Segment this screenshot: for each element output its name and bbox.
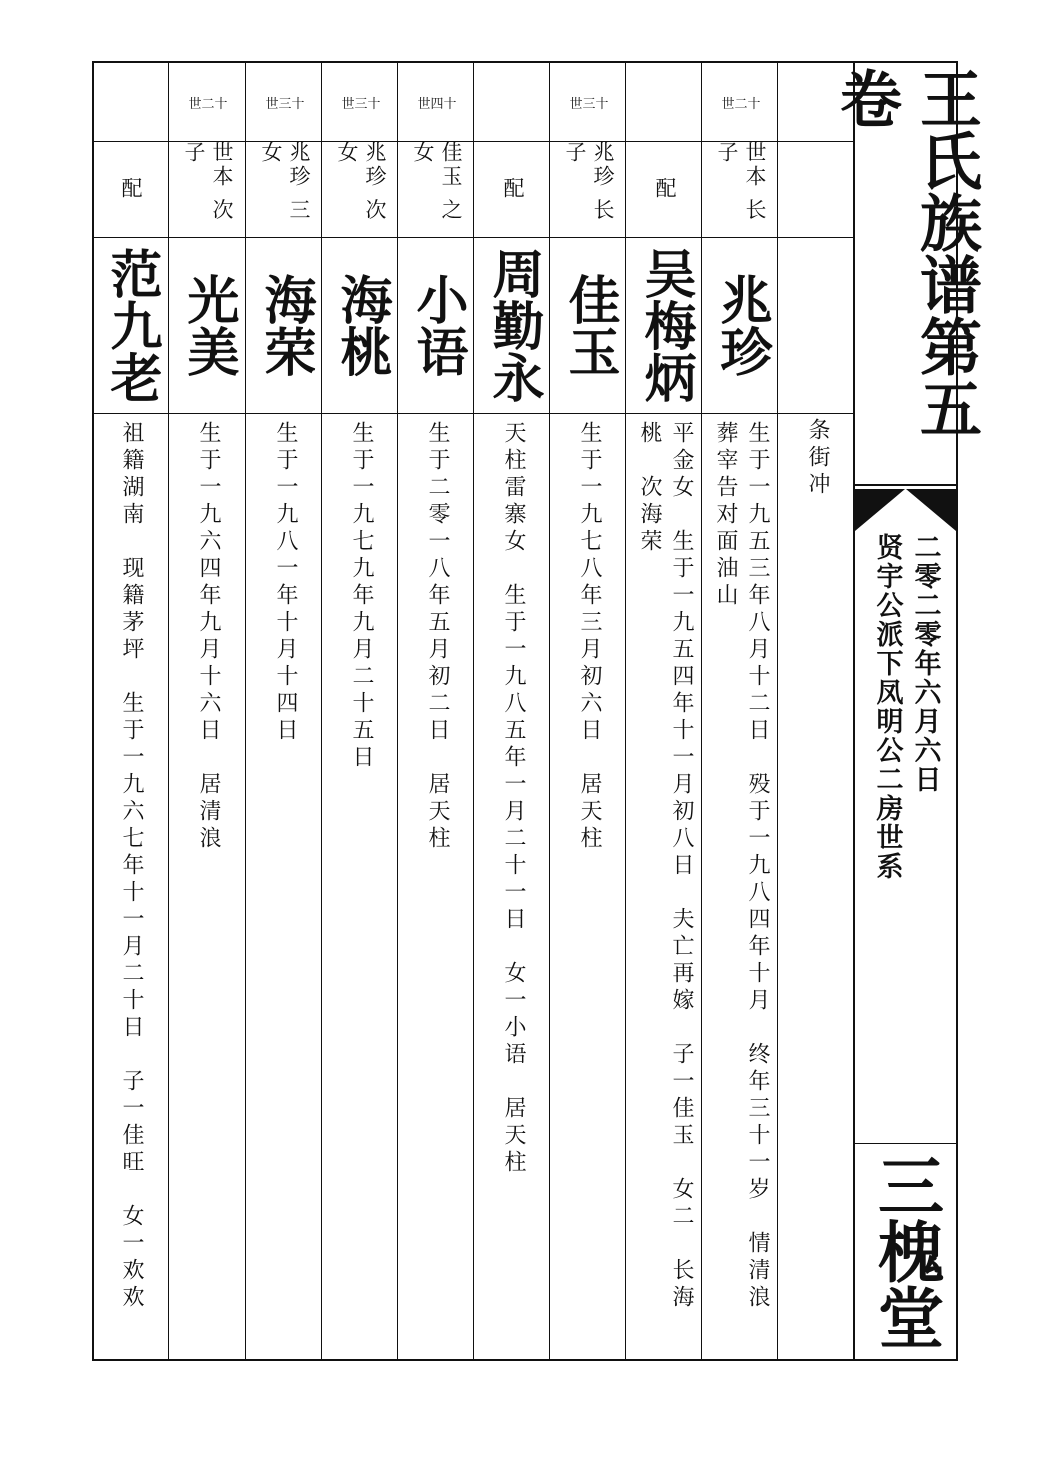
person-name: 吴梅炳	[635, 247, 696, 403]
title-block	[829, 61, 983, 1361]
bio-text: 天柱雷寨女 生于一九八五年一月二十一日 女一小语 居天柱	[501, 421, 526, 1177]
column-guangmei	[170, 63, 246, 1359]
bio-text: 平金女 生于一九五四年十一月初八日 夫亡再嫁 子一佳玉 女二 长海 桃 次海荣	[637, 421, 694, 1312]
generation-label: 十三世	[265, 96, 305, 112]
generation-label	[627, 63, 703, 141]
relation-label: 兆珍 次女	[335, 141, 387, 223]
subtitle	[855, 533, 956, 1133]
person-name: 佳玉	[559, 273, 620, 377]
genealogy-page	[92, 61, 983, 1361]
person-name: 小语	[407, 273, 468, 377]
subtitle-line: 贤宇公派下凤明公二房世系	[871, 533, 903, 881]
relation-label: 佳玉 之女	[411, 141, 463, 223]
generation-label	[94, 63, 168, 141]
column-zhaozhen	[703, 63, 779, 1359]
column-xiaoyu	[399, 63, 475, 1359]
relation-label: 世本 长子	[715, 141, 767, 223]
bio-text: 生于一九七八年三月初六日 居天柱	[577, 421, 602, 853]
relation-label: 兆珍 长子	[563, 141, 615, 223]
generation-label: 十二世	[188, 96, 228, 112]
bio-text: 祖籍湖南 现籍茅坪 生于一九六七年十一月二十日 子一佳旺 女一欢欢	[119, 421, 144, 1312]
relation-label: 配	[501, 177, 525, 201]
relation-label: 配	[119, 177, 143, 201]
subtitle-date: 二零二零年六月六日	[909, 533, 941, 794]
generation-label: 十三世	[341, 96, 381, 112]
book-title: 王氏族谱第五卷	[829, 67, 983, 439]
bio-text: 生于一九六四年九月十六日 居清浪	[196, 421, 221, 853]
generation-label: 十四世	[417, 96, 457, 112]
divider-ornament	[855, 483, 956, 533]
generation-label: 十二世	[721, 96, 761, 112]
relation-label: 世本 次子	[182, 141, 234, 223]
bio-text: 生于一九八一年十月十四日	[273, 421, 298, 745]
person-name: 周勤永	[483, 247, 544, 403]
relation-label: 兆珍 三女	[259, 141, 311, 223]
column-fanjiulao	[94, 63, 168, 1359]
person-name: 兆珍	[711, 273, 772, 377]
person-name: 海荣	[255, 273, 316, 377]
bio-text: 生于二零一八年五月初二日 居天柱	[425, 421, 450, 853]
bio-text: 条街冲	[805, 418, 830, 499]
col-divider	[168, 63, 169, 1359]
column-hairong	[247, 63, 323, 1359]
column-wumeibing	[627, 63, 703, 1359]
hall-name: 三槐堂	[855, 1143, 956, 1359]
bio-text: 生于一九五三年八月十二日 殁于一九八四年十月 终年三十一岁 情清浪 葬宰告对面油山	[713, 421, 770, 1312]
bio-text: 生于一九七九年九月二十五日	[349, 421, 374, 772]
genealogy-grid	[92, 61, 855, 1361]
column-haitao	[323, 63, 399, 1359]
generation-label: 十三世	[569, 96, 609, 112]
column-jiayu	[551, 63, 627, 1359]
column-zhouqinyong	[475, 63, 551, 1359]
relation-label: 配	[653, 177, 677, 201]
person-name: 光美	[178, 273, 239, 377]
person-name: 海桃	[331, 273, 392, 377]
person-name: 范九老	[101, 247, 162, 403]
generation-label	[475, 63, 551, 141]
